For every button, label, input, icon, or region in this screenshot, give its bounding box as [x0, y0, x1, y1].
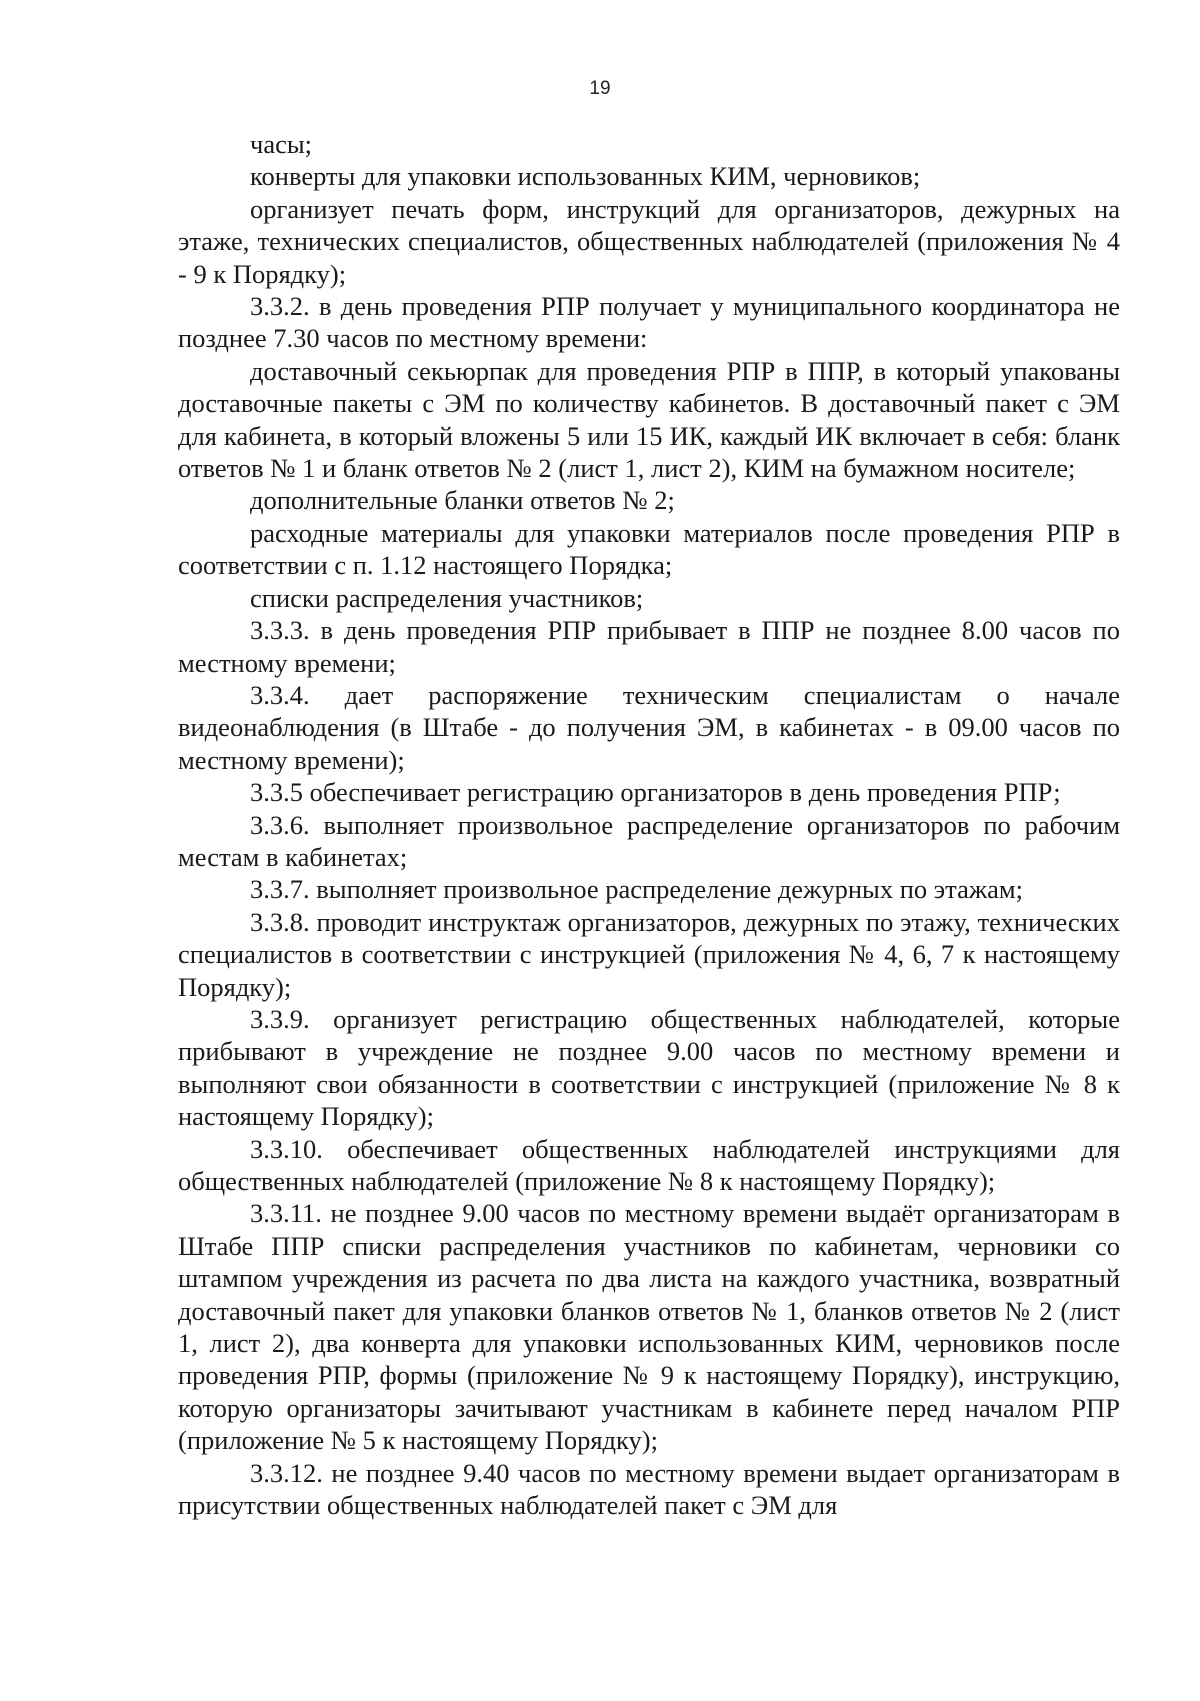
page-number: 19 — [589, 78, 611, 99]
paragraph-3-3-9: 3.3.9. организует регистрацию общественных наблюдателей, которые прибывают в учреждение не позднее 9.00 часов по местному времени и выполняют свои обязанности в соответствии с инструкцией (приложение № 8 к настоящему Порядку); — [178, 1003, 1120, 1132]
paragraph-3-3-6: 3.3.6. выполняет произвольное распределение организаторов по рабочим местам в кабинетах; — [178, 809, 1120, 872]
paragraph-3-3-2: 3.3.2. в день проведения РПР получает у муниципального координатора не позднее 7.30 часов по местному времени: — [178, 291, 1120, 354]
paragraph-3-3-12: 3.3.12. не позднее 9.40 часов по местному времени выдает организаторам в присутствии общественных наблюдателей пакет с ЭМ для — [178, 1457, 1120, 1521]
paragraph-print-forms: организует печать форм, инструкций для организаторов, дежурных на этаже, технических специалистов, общественных наблюдателей (приложения № 4 - 9 к Порядку); — [178, 193, 1120, 289]
document-body — [178, 128, 1120, 1521]
paragraph-consumables: расходные материалы для упаковки материалов после проведения РПР в соответствии с п. 1.12 настоящего Порядка; — [178, 517, 1120, 581]
paragraph-envelopes: конверты для упаковки использованных КИМ, черновиков; — [250, 161, 921, 192]
paragraph-3-3-11: 3.3.11. не позднее 9.00 часов по местному времени выдаёт организаторам в Штабе ППР списки распределения участников по кабинетам, черновики со штампом учреждения из расчета по два листа на каждого участника, возвратный доставочный пакет для упаковки бланков ответов № 1, бланков ответов № 2 (лист 1, лист 2), два конверта для упаковки использованных КИМ, черновиков после проведения РПР, формы (приложение № 9 к настоящему Порядку), инструкцию, которую организаторы зачитывают участникам в кабинете перед началом РПР (приложение № 5 к настоящему Порядку); — [178, 1198, 1120, 1456]
paragraph-securpak: доставочный секьюрпак для проведения РПР в ППР, в который упакованы доставочные пакеты с ЭМ по количеству кабинетов. В доставочный пакет с ЭМ для кабинета, в который вложены 5 или 15 ИК, каждый ИК включает в себя: бланк ответов № 1 и бланк ответов № 2 (лист 1, лист 2), КИМ на бумажном носителе; — [178, 355, 1120, 484]
paragraph-extra-forms: дополнительные бланки ответов № 2; — [250, 485, 675, 516]
paragraph-3-3-7: 3.3.7. выполняет произвольное распределение дежурных по этажам; — [250, 874, 1024, 905]
paragraph-clock: часы; — [250, 129, 313, 159]
paragraph-3-3-10: 3.3.10. обеспечивает общественных наблюдателей инструкциями для общественных наблюдателей (приложение № 8 к настоящему Порядку); — [178, 1133, 1120, 1196]
paragraph-3-3-3: 3.3.3. в день проведения РПР прибывает в ППР не позднее 8.00 часов по местному времени; — [178, 615, 1120, 678]
paragraph-3-3-4: 3.3.4. дает распоряжение техническим специалистам о начале видеонаблюдения (в Штабе - до получения ЭМ, в кабинетах - в 09.00 часов по местному времени); — [178, 679, 1120, 775]
paragraph-participant-lists: списки распределения участников; — [250, 582, 644, 613]
paragraph-3-3-8: 3.3.8. проводит инструктаж организаторов, дежурных по этажу, технических специалистов в соответствии с инструкцией (приложения № 4, 6, 7 к настоящему Порядку); — [178, 906, 1120, 1002]
paragraph-3-3-5: 3.3.5 обеспечивает регистрацию организаторов в день проведения РПР; — [250, 777, 1061, 808]
